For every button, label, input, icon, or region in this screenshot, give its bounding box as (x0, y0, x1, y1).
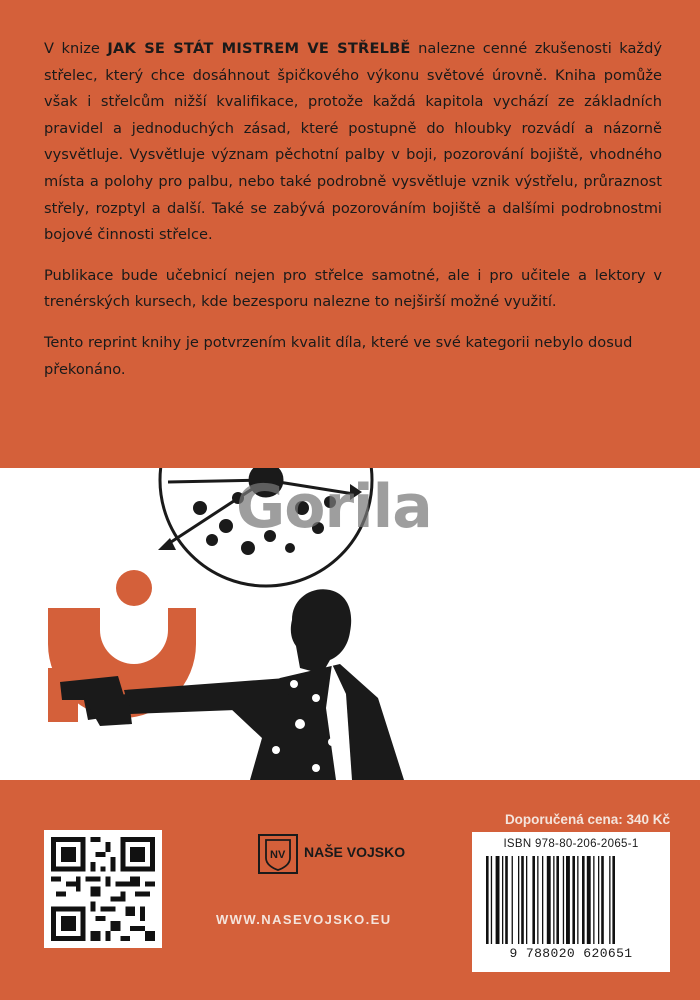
publisher-name: NAŠE VOJSKO (304, 844, 406, 860)
website-url[interactable]: WWW.NASEVOJSKO.EU (216, 912, 392, 927)
recommended-price: Doporučená cena: 340 Kč (504, 812, 670, 827)
watermark: Gorila (236, 472, 432, 542)
shooter-silhouette (60, 589, 404, 780)
qr-code (44, 830, 162, 948)
qr-code-icon (51, 837, 155, 941)
publisher-emblem-icon (258, 834, 298, 874)
isbn-barcode (472, 832, 670, 972)
emblem-dot (116, 570, 152, 606)
publisher-logo (258, 830, 408, 878)
barcode-digits: 9 788020 620651 (509, 946, 633, 961)
description-paragraph-2: Publikace bude učebnicí nejen pro střelce samotné, ale i pro učitele a lektory v trenérských kursech, kde bezesporu nalezne to nejširší možné využití. (44, 266, 662, 311)
description-paragraph-1: V knize JAK SE STÁT MISTREM VE STŘELBĚ nalezne cenné zkušenosti každý střelec, který chce dosáhnout špičkového výkonu světové úrovně. Kniha pomůže však i střelcům nižší kvalifikace, protože každá kapitola vychází ze základních pravidel a jednoduchých zásad, které postupně do hloubky rozvádí a názorně vysvětluje. Vysvětluje význam pěchotní palby v boji, pozorování bojiště, vhodného místa a polohy pro palbu, nebo také podrobně vysvětluje vznik výstřelu, průraznost střely, rozptyl a další. Také se zabývá pozorováním bojiště a dalšími podrobnostmi bojové činnosti střelce. (44, 40, 662, 244)
book-title: JAK SE STÁT MISTREM VE STŘELBĚ (107, 40, 411, 57)
book-description (44, 36, 662, 397)
isbn-number: ISBN 978-80-206-2065-1 (503, 838, 639, 850)
description-paragraph-3: Tento reprint knihy je potvrzením kvalit díla, které ve své kategorii nebylo dosud překonáno. (44, 333, 633, 378)
svg-text:NV: NV (270, 849, 286, 861)
barcode-bars (486, 856, 656, 944)
